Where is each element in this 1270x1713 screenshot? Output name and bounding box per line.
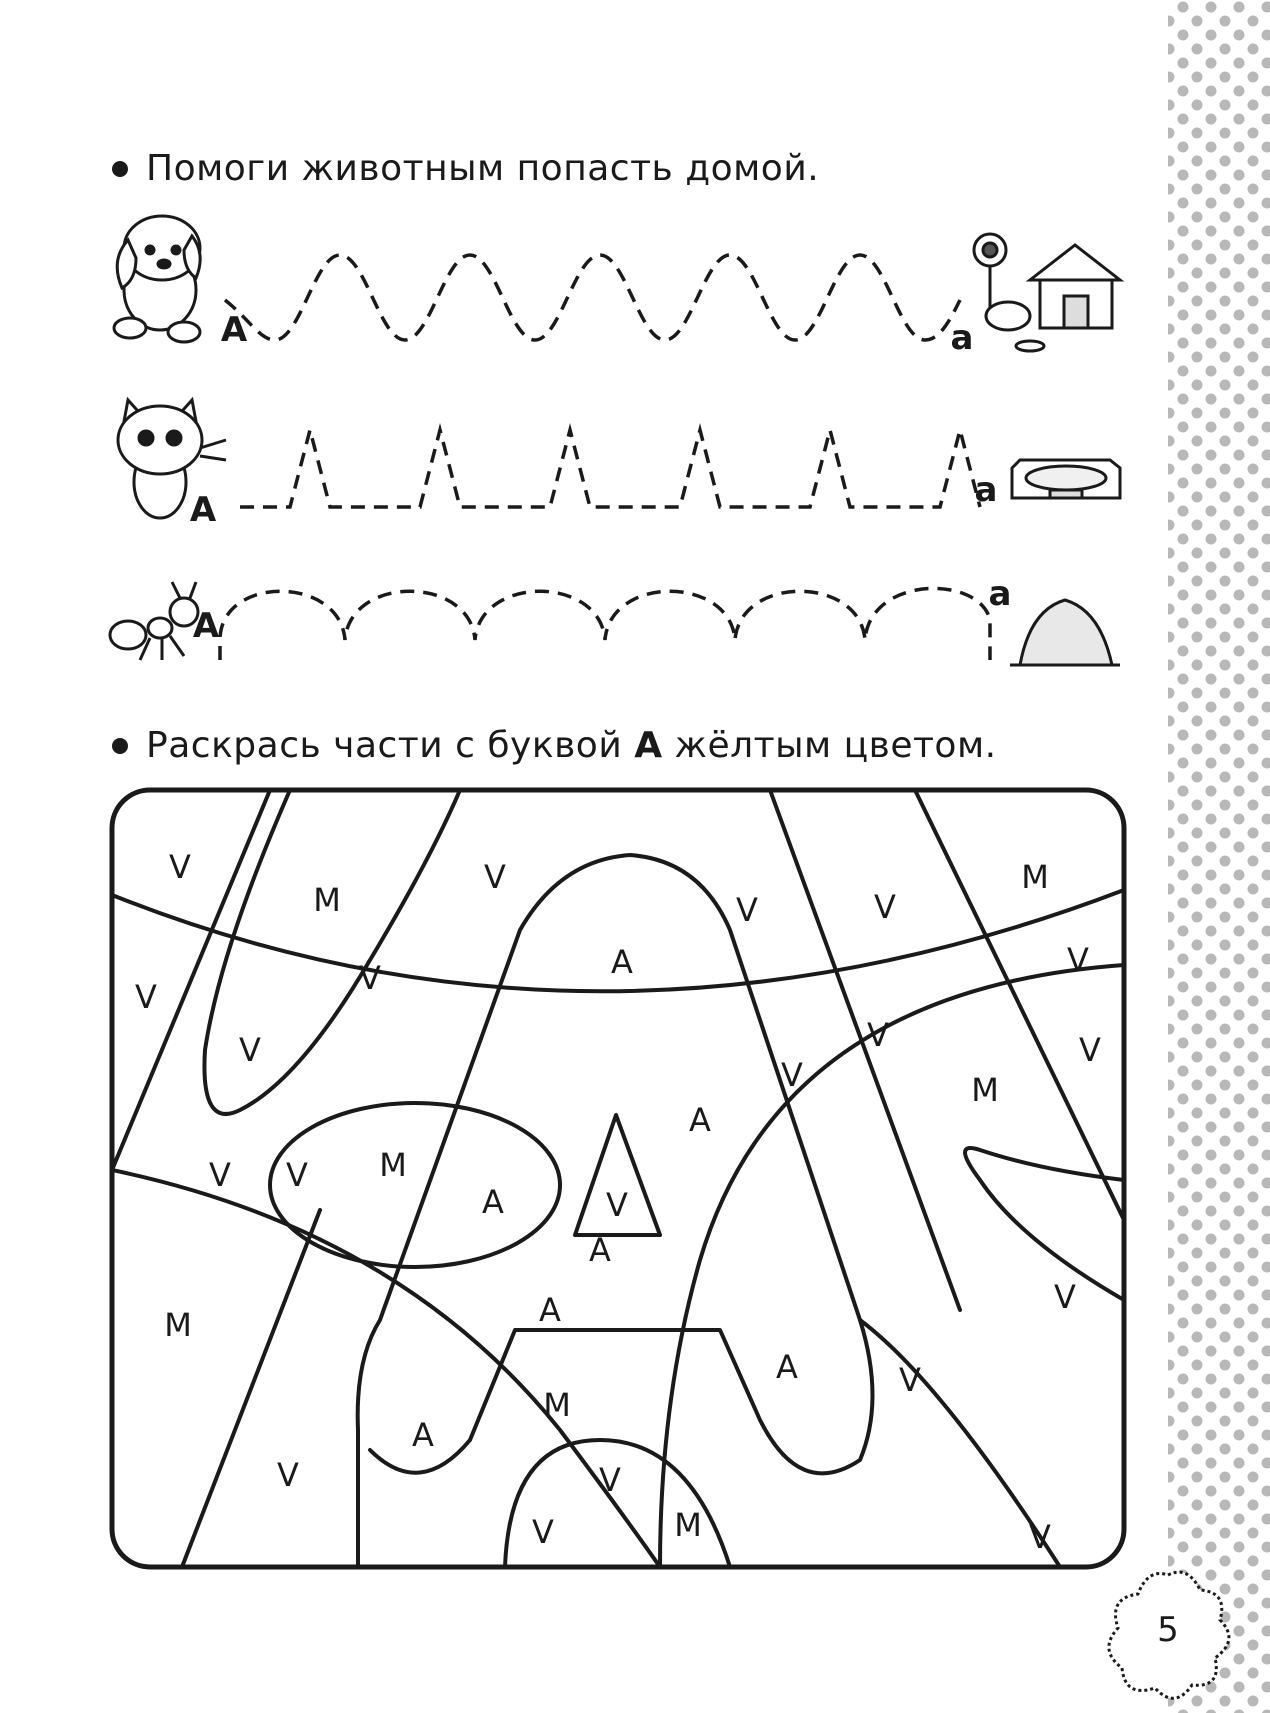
region-letter: V [1054,1278,1076,1316]
path3-end-label: а [988,574,1012,614]
region-letter: M [674,1506,702,1544]
anthill-icon [1010,600,1120,665]
ant-icon [110,582,198,660]
task2-text-after: жёлтым цветом. [662,725,997,766]
bullet-icon [112,738,128,754]
task2-instruction [112,725,997,766]
bullet-icon [112,161,128,177]
region-letter: A [412,1416,434,1454]
region-letter: A [776,1348,798,1386]
region-letter: V [606,1186,628,1224]
path1-end-label: а [950,318,974,358]
region-letter: V [209,1156,231,1194]
dog-icon [114,216,200,342]
region-letter: M [1021,858,1049,896]
region-letter: V [599,1461,621,1499]
region-letter: A [539,1291,561,1329]
region-letter: V [874,888,896,926]
region-letter: M [971,1071,999,1109]
path2-end-label: а [974,470,998,510]
region-letter: A [611,943,633,981]
region-letter: M [164,1306,192,1344]
ant-path-arches [220,588,990,660]
region-letter: M [313,881,341,919]
dog-path-wave [225,255,960,340]
region-letter: V [532,1513,554,1551]
path1-start-label: А [220,310,248,350]
page-number: 5 [1157,1610,1179,1650]
region-letter: V [359,959,381,997]
region-letter: M [379,1146,407,1184]
region-letter: V [736,891,758,929]
region-letter: M [543,1386,571,1424]
region-letter: V [169,848,191,886]
task2-text-before: Раскрась части с буквой [146,725,635,766]
dotted-border [1168,0,1270,1713]
coloring-puzzle [112,790,1124,1567]
region-letter: V [1079,1031,1101,1069]
region-letter: V [484,858,506,896]
region-letter: V [135,978,157,1016]
path2-start-label: А [189,490,217,530]
region-letter: V [277,1456,299,1494]
region-letter: A [482,1183,504,1221]
region-letter: V [781,1056,803,1094]
task1-instruction [112,148,819,189]
cat-path-peaks [240,430,980,507]
task1-text: Помоги животным попасть домой. [146,148,820,189]
doghouse-icon [974,234,1120,351]
region-letter: V [1029,1518,1051,1556]
task2-letter: А [634,725,663,766]
region-letter: A [589,1231,611,1269]
region-letter: V [239,1031,261,1069]
region-letter: V [1067,941,1089,979]
region-letter: V [286,1156,308,1194]
path3-start-label: А [192,606,220,646]
region-letter: A [689,1101,711,1139]
region-letter: V [899,1361,921,1399]
region-letter: V [867,1016,889,1054]
pet-bed-icon [1012,460,1120,498]
